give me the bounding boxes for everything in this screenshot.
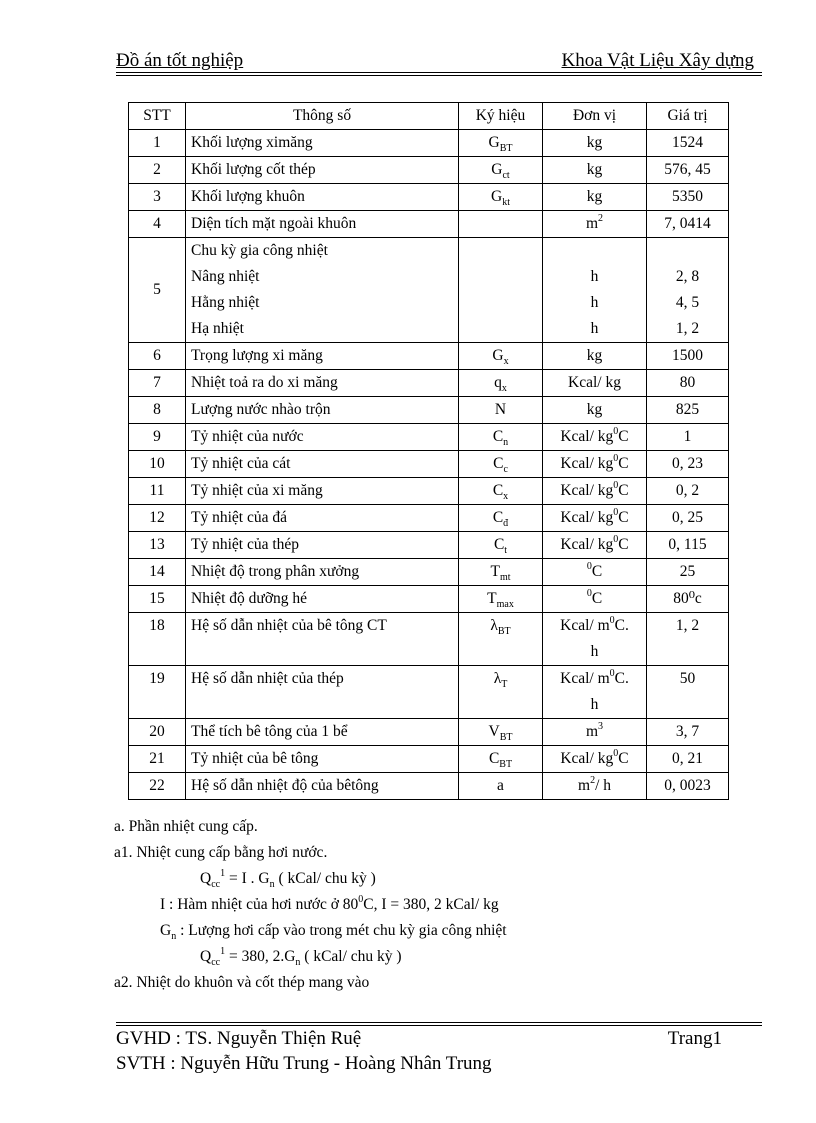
- cell-param: Tỷ nhiệt của bê tông: [186, 746, 459, 773]
- header-right: Khoa Vật Liệu Xây dựng: [561, 50, 754, 71]
- cell-param: Khối lượng cốt thép: [186, 157, 459, 184]
- cell-stt: 19: [129, 666, 186, 719]
- symbol-base: C: [493, 455, 504, 472]
- cell-stt: 10: [129, 451, 186, 478]
- cell-param: Tỷ nhiệt của đá: [186, 505, 459, 532]
- cell-value-line: 1, 2: [675, 320, 700, 337]
- table-row: [129, 424, 729, 451]
- unit-rest: / h: [595, 777, 611, 794]
- cell-stt: 6: [129, 343, 186, 370]
- cell-unit: [543, 370, 647, 397]
- cell-stt: 22: [129, 773, 186, 800]
- symbol-base: T: [490, 563, 500, 580]
- unit-base: m: [585, 723, 599, 740]
- cell-stt: 2: [129, 157, 186, 184]
- cell-symbol: [459, 238, 543, 343]
- header-left: Đồ án tốt nghiệp: [116, 50, 244, 71]
- cell-unit: [543, 505, 647, 532]
- cell-unit: [543, 746, 647, 773]
- cell-stt: 3: [129, 184, 186, 211]
- cell-unit: [543, 559, 647, 586]
- unit-base: kg: [586, 161, 603, 178]
- cell-value: 3, 7: [647, 719, 729, 746]
- symbol-base: T: [487, 590, 497, 607]
- unit-superscript: 0: [613, 534, 619, 545]
- cell-stt: 14: [129, 559, 186, 586]
- cell-value: 1524: [647, 130, 729, 157]
- unit-line2: h: [590, 696, 599, 713]
- symbol-subscript: n: [503, 437, 509, 448]
- section-heading-a2: a2. Nhiệt do khuôn và cốt thép mang vào: [114, 974, 370, 991]
- cell-stt: 21: [129, 746, 186, 773]
- table-row: [129, 613, 729, 666]
- page-number: Trang1: [667, 1028, 722, 1049]
- cell-stt: 12: [129, 505, 186, 532]
- symbol-base: G: [491, 161, 503, 178]
- table-row: [129, 184, 729, 211]
- table-row: [129, 478, 729, 505]
- cell-value: [647, 238, 729, 343]
- footer-rule: [116, 1025, 762, 1026]
- cell-stt: 7: [129, 370, 186, 397]
- cell-param-line: Chu kỳ gia công nhiệt: [191, 242, 328, 259]
- cell-symbol: [459, 370, 543, 397]
- symbol-base: V: [488, 723, 500, 740]
- unit-base: m: [585, 215, 599, 232]
- unit-base: Kcal/ kg: [560, 455, 614, 472]
- cell-symbol: [459, 719, 543, 746]
- cell-param: Tỷ nhiệt của nước: [186, 424, 459, 451]
- unit-base: kg: [586, 134, 603, 151]
- cell-value: 0, 2: [647, 478, 729, 505]
- cell-stt: 20: [129, 719, 186, 746]
- unit-superscript: 0: [609, 615, 615, 626]
- unit-rest: C: [618, 455, 629, 472]
- symbol-subscript: BT: [499, 759, 513, 770]
- symbol-base: C: [492, 482, 504, 499]
- cell-unit: [543, 666, 647, 719]
- unit-rest: C: [618, 482, 629, 499]
- unit-rest: C: [591, 590, 603, 607]
- table-row: [129, 370, 729, 397]
- symbol-subscript: ct: [502, 170, 510, 181]
- table-row: [129, 397, 729, 424]
- table-header-row: [129, 103, 729, 130]
- unit-base: Kcal/ kg: [568, 374, 621, 391]
- symbol-base: C: [492, 509, 504, 526]
- cell-unit: [543, 238, 647, 343]
- cell-stt: 8: [129, 397, 186, 424]
- symbol-base: C: [488, 750, 500, 767]
- symbol-subscript: max: [496, 599, 514, 610]
- formula-q1-value: $Q_{cc}^1 = 380$, $2.G_n$ ( kCal/ chu kỳ ): [200, 946, 402, 968]
- unit-base: m: [578, 777, 591, 794]
- table-body: [129, 130, 729, 800]
- cell-symbol: [459, 184, 543, 211]
- cell-param: Tỷ nhiệt của xi măng: [186, 478, 459, 505]
- cell-unit: [543, 211, 647, 238]
- symbol-base: G: [492, 347, 504, 364]
- symbol-subscript: mt: [499, 572, 511, 583]
- unit-base: Kcal/ kg: [560, 750, 614, 767]
- cell-param-line: Hạ nhiệt: [191, 320, 244, 337]
- cell-unit-line: h: [590, 294, 599, 311]
- table-row: [129, 451, 729, 478]
- cell-param: Hệ số dẫn nhiệt của thép: [186, 666, 459, 719]
- cell-unit: [543, 184, 647, 211]
- cell-symbol: [459, 211, 543, 238]
- symbol-base: G: [491, 188, 503, 205]
- table-row: [129, 746, 729, 773]
- cell-param: Khối lượng khuôn: [186, 184, 459, 211]
- table-row: [129, 559, 729, 586]
- symbol-subscript: BT: [499, 732, 513, 743]
- unit-rest: C: [618, 750, 629, 767]
- cell-unit: [543, 613, 647, 666]
- cell-param: Nhiệt độ dưỡng hé: [186, 586, 459, 613]
- cell-unit: [543, 343, 647, 370]
- cell-param: Nhiệt toả ra do xi măng: [186, 370, 459, 397]
- cell-value: 825: [647, 397, 729, 424]
- cell-value: 80: [647, 370, 729, 397]
- table-row: [129, 211, 729, 238]
- header-rule: [116, 75, 762, 76]
- cell-value-line: 2, 8: [675, 268, 700, 285]
- unit-base: kg: [586, 188, 603, 205]
- table-row: [129, 130, 729, 157]
- cell-value: 0, 21: [647, 746, 729, 773]
- cell-param: Thể tích bê tông của 1 bể: [186, 719, 459, 746]
- symbol-subscript: t: [504, 545, 508, 556]
- cell-param: [186, 238, 459, 343]
- cell-stt: 11: [129, 478, 186, 505]
- cell-value: 80⁰c: [647, 586, 729, 613]
- col-header-param: Thông số: [186, 103, 459, 130]
- cell-stt: 18: [129, 613, 186, 666]
- unit-superscript: 3: [598, 721, 604, 732]
- formula-q1: $Q_{cc}^1 = I$ . $G_n$ ( kCal/ chu kỳ ): [200, 868, 376, 890]
- symbol-subscript: kt: [502, 197, 510, 208]
- symbol-base: a: [497, 777, 504, 794]
- col-header-stt: STT: [129, 103, 186, 130]
- cell-value: 0, 23: [647, 451, 729, 478]
- unit-superscript: 0: [613, 480, 619, 491]
- symbol-base: C: [492, 428, 504, 445]
- body-text: [114, 814, 754, 996]
- col-header-unit: Đơn vị: [543, 103, 647, 130]
- cell-value: 0, 115: [647, 532, 729, 559]
- symbol-subscript: đ: [503, 518, 509, 529]
- cell-param: Diện tích mặt ngoài khuôn: [186, 211, 459, 238]
- page-header: [116, 50, 762, 76]
- cell-unit: [543, 532, 647, 559]
- cell-stt: 9: [129, 424, 186, 451]
- unit-base: Kcal/ kg: [560, 536, 614, 553]
- header-rule: [116, 72, 762, 73]
- cell-symbol: [459, 157, 543, 184]
- symbol-base: λ: [490, 617, 498, 634]
- cell-value: 25: [647, 559, 729, 586]
- cell-param: Tỷ nhiệt của cát: [186, 451, 459, 478]
- cell-unit-line: h: [590, 268, 599, 285]
- cell-param-line: Hằng nhiệt: [191, 294, 260, 311]
- symbol-subscript: T: [501, 679, 508, 690]
- cell-value: 50: [647, 666, 729, 719]
- unit-superscript: 2: [598, 213, 604, 224]
- symbol-subscript: c: [503, 464, 508, 475]
- cell-param: Hệ số dẫn nhiệt của bê tông CT: [186, 613, 459, 666]
- unit-rest: C.: [614, 670, 629, 687]
- parameter-table: [128, 102, 729, 800]
- unit-rest: C: [618, 536, 629, 553]
- unit-line2: h: [590, 643, 599, 660]
- table-row: [129, 773, 729, 800]
- cell-value: 1, 2: [647, 613, 729, 666]
- cell-unit: [543, 451, 647, 478]
- cell-unit: [543, 719, 647, 746]
- cell-symbol: [459, 130, 543, 157]
- unit-base: kg: [586, 401, 603, 418]
- table-row: [129, 157, 729, 184]
- footer-supervisor: GVHD : TS. Nguyễn Thiện Ruệ: [116, 1028, 362, 1049]
- definition-i: I : Hàm nhiệt của hơi nước ở $80^0C$, I = 380, 2 kCal/ kg: [160, 894, 499, 913]
- unit-superscript: 0: [613, 748, 619, 759]
- cell-stt: 15: [129, 586, 186, 613]
- symbol-base: G: [488, 134, 500, 151]
- cell-symbol: [459, 451, 543, 478]
- unit-base: Kcal/ kg: [560, 428, 614, 445]
- unit-superscript: 2: [590, 775, 596, 786]
- definition-gn: $G_n$ : Lượng hơi cấp vào trong mét chu kỳ gia công nhiệt: [160, 922, 507, 942]
- cell-symbol: [459, 505, 543, 532]
- footer-rule: [116, 1022, 762, 1023]
- unit-superscript: 0: [613, 453, 619, 464]
- cell-unit: [543, 397, 647, 424]
- unit-superscript: 0: [586, 588, 592, 599]
- cell-value-line: 4, 5: [675, 294, 700, 311]
- footer-students: SVTH : Nguyễn Hữu Trung - Hoàng Nhân Trung: [116, 1053, 492, 1074]
- cell-unit-line: h: [590, 320, 599, 337]
- cell-stt: 5: [129, 238, 186, 343]
- cell-unit: [543, 773, 647, 800]
- table-row: [129, 505, 729, 532]
- unit-superscript: 0: [613, 426, 619, 437]
- table-row: [129, 719, 729, 746]
- cell-stt: 13: [129, 532, 186, 559]
- section-heading-a: a. Phần nhiệt cung cấp.: [114, 818, 258, 835]
- cell-unit: [543, 424, 647, 451]
- table-row: [129, 532, 729, 559]
- cell-param: Trọng lượng xi măng: [186, 343, 459, 370]
- unit-base: Kcal/ kg: [560, 509, 614, 526]
- cell-symbol: [459, 397, 543, 424]
- symbol-subscript: x: [503, 491, 509, 502]
- symbol-base: N: [494, 401, 507, 418]
- unit-rest: C: [591, 563, 603, 580]
- cell-unit: [543, 478, 647, 505]
- cell-value: 1: [647, 424, 729, 451]
- cell-symbol: [459, 532, 543, 559]
- unit-base: kg: [586, 347, 603, 364]
- unit-superscript: 0: [586, 561, 592, 572]
- cell-symbol: [459, 746, 543, 773]
- cell-value: 576, 45: [647, 157, 729, 184]
- cell-unit: [543, 586, 647, 613]
- unit-base: Kcal/ m: [560, 617, 610, 634]
- cell-value: 1500: [647, 343, 729, 370]
- symbol-subscript: BT: [497, 626, 511, 637]
- symbol-subscript: x: [503, 356, 509, 367]
- symbol-base: C: [493, 536, 505, 553]
- cell-symbol: [459, 559, 543, 586]
- unit-superscript: 0: [613, 507, 619, 518]
- section-heading-a1: a1. Nhiệt cung cấp bằng hơi nước.: [114, 844, 328, 861]
- cell-param-line: Nâng nhiệt: [191, 268, 260, 285]
- symbol-subscript: x: [501, 383, 507, 394]
- unit-rest: C: [618, 509, 629, 526]
- col-header-value: Giá trị: [647, 103, 729, 130]
- cell-symbol: [459, 666, 543, 719]
- cell-stt: 4: [129, 211, 186, 238]
- cell-param: Nhiệt độ trong phân xưởng: [186, 559, 459, 586]
- cell-value: 0, 0023: [647, 773, 729, 800]
- table-row: [129, 586, 729, 613]
- col-header-symbol: Ký hiệu: [459, 103, 543, 130]
- cell-param: Hệ số dẫn nhiệt độ của bêtông: [186, 773, 459, 800]
- cell-symbol: [459, 613, 543, 666]
- symbol-base: q: [494, 374, 502, 391]
- cell-param: Khối lượng ximăng: [186, 130, 459, 157]
- cell-unit: [543, 157, 647, 184]
- cell-value: 7, 0414: [647, 211, 729, 238]
- symbol-base: λ: [493, 670, 502, 687]
- table-row: [129, 238, 729, 343]
- cell-unit: [543, 130, 647, 157]
- table-row: [129, 666, 729, 719]
- cell-symbol: [459, 478, 543, 505]
- unit-base: Kcal/ kg: [560, 482, 614, 499]
- cell-param: Lượng nước nhào trộn: [186, 397, 459, 424]
- cell-param: Tỷ nhiệt của thép: [186, 532, 459, 559]
- cell-symbol: [459, 586, 543, 613]
- cell-symbol: [459, 343, 543, 370]
- unit-superscript: 0: [609, 668, 615, 679]
- cell-value: 5350: [647, 184, 729, 211]
- cell-value: 0, 25: [647, 505, 729, 532]
- unit-rest: C: [618, 428, 629, 445]
- symbol-subscript: BT: [499, 143, 513, 154]
- table-row: [129, 343, 729, 370]
- unit-base: Kcal/ m: [560, 670, 610, 687]
- unit-rest: C.: [614, 617, 629, 634]
- cell-symbol: [459, 424, 543, 451]
- cell-stt: 1: [129, 130, 186, 157]
- cell-symbol: [459, 773, 543, 800]
